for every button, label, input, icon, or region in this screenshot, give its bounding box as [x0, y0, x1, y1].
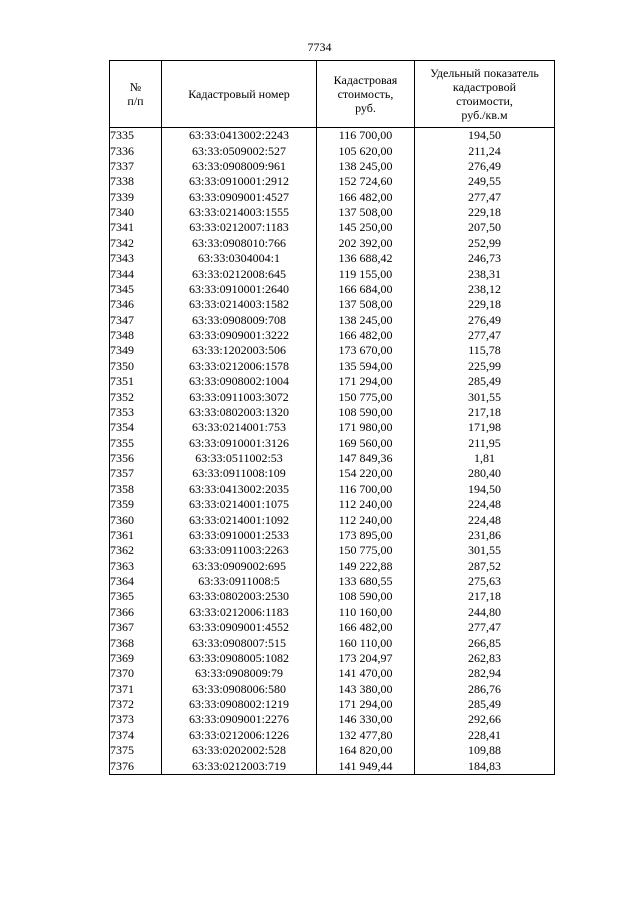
cadastral-cost-cell: 202 392,00 [317, 236, 415, 251]
table-row [110, 682, 555, 697]
unit-value-cell: 225,99 [415, 359, 555, 374]
table-row [110, 374, 555, 389]
row-number-cell: 7373 [110, 712, 162, 727]
cadastral-cost-cell: 133 680,55 [317, 574, 415, 589]
table-row [110, 589, 555, 604]
unit-value-cell: 266,85 [415, 635, 555, 650]
table-row [110, 359, 555, 374]
cadastral-number-cell: 63:33:0212006:1578 [162, 359, 317, 374]
unit-value-cell: 277,47 [415, 328, 555, 343]
cadastral-cost-cell: 116 700,00 [317, 482, 415, 497]
cadastral-cost-cell: 105 620,00 [317, 143, 415, 158]
unit-value-cell: 244,80 [415, 605, 555, 620]
table-row [110, 728, 555, 743]
row-number-cell: 7341 [110, 220, 162, 235]
cadastral-cost-cell: 149 222,88 [317, 559, 415, 574]
table-row [110, 758, 555, 774]
row-number-cell: 7337 [110, 159, 162, 174]
table-row [110, 190, 555, 205]
table-row [110, 343, 555, 358]
table-row [110, 466, 555, 481]
cadastral-cost-cell: 166 482,00 [317, 190, 415, 205]
cadastral-cost-cell: 169 560,00 [317, 436, 415, 451]
unit-value-cell: 171,98 [415, 420, 555, 435]
cadastral-number-cell: 63:33:0909001:3222 [162, 328, 317, 343]
cadastral-cost-cell: 173 670,00 [317, 343, 415, 358]
unit-value-cell: 301,55 [415, 543, 555, 558]
cadastral-number-cell: 63:33:0909001:4527 [162, 190, 317, 205]
unit-value-cell: 238,12 [415, 282, 555, 297]
cadastral-cost-cell: 150 775,00 [317, 389, 415, 404]
table-row [110, 128, 555, 144]
row-number-cell: 7372 [110, 697, 162, 712]
header-num-line: п/п [127, 94, 144, 108]
row-number-cell: 7346 [110, 297, 162, 312]
header-cadastral [162, 61, 317, 128]
table-row [110, 266, 555, 281]
table-row [110, 620, 555, 635]
cadastral-cost-cell: 160 110,00 [317, 635, 415, 650]
unit-value-cell: 211,95 [415, 436, 555, 451]
row-number-cell: 7361 [110, 528, 162, 543]
cadastral-cost-cell: 137 508,00 [317, 297, 415, 312]
cadastral-cost-cell: 110 160,00 [317, 605, 415, 620]
row-number-cell: 7348 [110, 328, 162, 343]
cadastral-cost-cell: 138 245,00 [317, 159, 415, 174]
cadastral-cost-cell: 147 849,36 [317, 451, 415, 466]
unit-value-cell: 194,50 [415, 128, 555, 144]
unit-value-cell: 109,88 [415, 743, 555, 758]
unit-value-cell: 229,18 [415, 297, 555, 312]
row-number-cell: 7362 [110, 543, 162, 558]
cadastral-cost-cell: 137 508,00 [317, 205, 415, 220]
cadastral-cost-cell: 171 294,00 [317, 697, 415, 712]
cadastral-cost-cell: 166 482,00 [317, 328, 415, 343]
row-number-cell: 7339 [110, 190, 162, 205]
row-number-cell: 7352 [110, 389, 162, 404]
row-number-cell: 7363 [110, 559, 162, 574]
cadastral-cost-cell: 141 949,44 [317, 758, 415, 774]
row-number-cell: 7356 [110, 451, 162, 466]
cadastral-number-cell: 63:33:0214003:1555 [162, 205, 317, 220]
cadastral-cost-cell: 112 240,00 [317, 497, 415, 512]
row-number-cell: 7367 [110, 620, 162, 635]
row-number-cell: 7336 [110, 143, 162, 158]
cadastral-number-cell: 63:33:0910001:3126 [162, 436, 317, 451]
table-row [110, 328, 555, 343]
cadastral-number-cell: 63:33:0212008:645 [162, 266, 317, 281]
cadastral-number-cell: 63:33:0304004:1 [162, 251, 317, 266]
header-cadastral-line: Кадастровый номер [188, 87, 290, 101]
cadastral-cost-cell: 116 700,00 [317, 128, 415, 144]
cadastral-number-cell: 63:33:0911008:5 [162, 574, 317, 589]
cadastral-cost-cell: 146 330,00 [317, 712, 415, 727]
table-row [110, 297, 555, 312]
table-row [110, 712, 555, 727]
cadastral-number-cell: 63:33:0509002:527 [162, 143, 317, 158]
cadastral-number-cell: 63:33:0910001:2640 [162, 282, 317, 297]
row-number-cell: 7340 [110, 205, 162, 220]
cadastral-number-cell: 63:33:0212006:1183 [162, 605, 317, 620]
cadastral-number-cell: 63:33:0214001:1092 [162, 512, 317, 527]
unit-value-cell: 286,76 [415, 682, 555, 697]
table-row [110, 482, 555, 497]
cadastral-table [109, 60, 555, 775]
header-cost-line: стоимость, [337, 87, 394, 101]
row-number-cell: 7345 [110, 282, 162, 297]
table-row [110, 174, 555, 189]
header-num-line: № [129, 80, 142, 94]
table-row [110, 559, 555, 574]
cadastral-cost-cell: 154 220,00 [317, 466, 415, 481]
row-number-cell: 7359 [110, 497, 162, 512]
table-row [110, 205, 555, 220]
row-number-cell: 7338 [110, 174, 162, 189]
table-body [110, 128, 555, 775]
cadastral-cost-cell: 141 470,00 [317, 666, 415, 681]
cadastral-cost-cell: 119 155,00 [317, 266, 415, 281]
unit-value-cell: 277,47 [415, 190, 555, 205]
table-row [110, 236, 555, 251]
cadastral-number-cell: 63:33:0910001:2533 [162, 528, 317, 543]
row-number-cell: 7342 [110, 236, 162, 251]
cadastral-cost-cell: 108 590,00 [317, 589, 415, 604]
table-row [110, 451, 555, 466]
table-row [110, 389, 555, 404]
table-row [110, 605, 555, 620]
unit-value-cell: 276,49 [415, 313, 555, 328]
cadastral-number-cell: 63:33:0908007:515 [162, 635, 317, 650]
cadastral-number-cell: 63:33:0908009:79 [162, 666, 317, 681]
unit-value-cell: 228,41 [415, 728, 555, 743]
cadastral-number-cell: 63:33:0908009:961 [162, 159, 317, 174]
unit-value-cell: 207,50 [415, 220, 555, 235]
table-row [110, 436, 555, 451]
row-number-cell: 7375 [110, 743, 162, 758]
cadastral-cost-cell: 173 895,00 [317, 528, 415, 543]
table-row [110, 697, 555, 712]
cadastral-number-cell: 63:33:0908009:708 [162, 313, 317, 328]
unit-value-cell: 285,49 [415, 697, 555, 712]
row-number-cell: 7344 [110, 266, 162, 281]
cadastral-number-cell: 63:33:0212007:1183 [162, 220, 317, 235]
unit-value-cell: 231,86 [415, 528, 555, 543]
cadastral-number-cell: 63:33:0908002:1219 [162, 697, 317, 712]
row-number-cell: 7354 [110, 420, 162, 435]
unit-value-cell: 275,63 [415, 574, 555, 589]
row-number-cell: 7374 [110, 728, 162, 743]
unit-value-cell: 184,83 [415, 758, 555, 774]
row-number-cell: 7358 [110, 482, 162, 497]
cadastral-number-cell: 63:33:0909002:695 [162, 559, 317, 574]
table-row [110, 743, 555, 758]
cadastral-number-cell: 63:33:0909001:4552 [162, 620, 317, 635]
cadastral-cost-cell: 108 590,00 [317, 405, 415, 420]
table-row [110, 251, 555, 266]
row-number-cell: 7370 [110, 666, 162, 681]
unit-value-cell: 287,52 [415, 559, 555, 574]
row-number-cell: 7366 [110, 605, 162, 620]
header-unit-line: стоимости, [456, 94, 513, 108]
cadastral-number-cell: 63:33:0212003:719 [162, 758, 317, 774]
cadastral-cost-cell: 112 240,00 [317, 512, 415, 527]
row-number-cell: 7355 [110, 436, 162, 451]
cadastral-number-cell: 63:33:0911003:3072 [162, 389, 317, 404]
cadastral-number-cell: 63:33:0911008:109 [162, 466, 317, 481]
header-num [110, 61, 162, 128]
cadastral-cost-cell: 152 724,60 [317, 174, 415, 189]
row-number-cell: 7368 [110, 635, 162, 650]
header-cost-line: руб. [355, 101, 376, 115]
cadastral-cost-cell: 145 250,00 [317, 220, 415, 235]
cadastral-cost-cell: 166 482,00 [317, 620, 415, 635]
cadastral-cost-cell: 143 380,00 [317, 682, 415, 697]
cadastral-cost-cell: 171 294,00 [317, 374, 415, 389]
header-cost-line: Кадастровая [333, 73, 398, 87]
cadastral-number-cell: 63:33:0214001:1075 [162, 497, 317, 512]
cadastral-number-cell: 63:33:0413002:2035 [162, 482, 317, 497]
table-row [110, 420, 555, 435]
unit-value-cell: 238,31 [415, 266, 555, 281]
row-number-cell: 7353 [110, 405, 162, 420]
unit-value-cell: 1,81 [415, 451, 555, 466]
page-number: 7734 [307, 40, 332, 54]
unit-value-cell: 277,47 [415, 620, 555, 635]
table-row [110, 651, 555, 666]
table-row [110, 528, 555, 543]
unit-value-cell: 246,73 [415, 251, 555, 266]
unit-value-cell: 224,48 [415, 497, 555, 512]
cadastral-number-cell: 63:33:0908005:1082 [162, 651, 317, 666]
cadastral-cost-cell: 171 980,00 [317, 420, 415, 435]
unit-value-cell: 292,66 [415, 712, 555, 727]
row-number-cell: 7343 [110, 251, 162, 266]
row-number-cell: 7347 [110, 313, 162, 328]
header-unit-line: руб./кв.м [461, 108, 508, 122]
row-number-cell: 7357 [110, 466, 162, 481]
cadastral-cost-cell: 164 820,00 [317, 743, 415, 758]
unit-value-cell: 211,24 [415, 143, 555, 158]
cadastral-cost-cell: 136 688,42 [317, 251, 415, 266]
unit-value-cell: 262,83 [415, 651, 555, 666]
cadastral-number-cell: 63:33:0908010:766 [162, 236, 317, 251]
cadastral-number-cell: 63:33:1202003:506 [162, 343, 317, 358]
header-unit-line: Удельный показатель [430, 66, 539, 80]
row-number-cell: 7351 [110, 374, 162, 389]
header-unit [415, 61, 555, 128]
table-row [110, 313, 555, 328]
unit-value-cell: 194,50 [415, 482, 555, 497]
header-unit-line: кадастровой [452, 80, 517, 94]
cadastral-number-cell: 63:33:0911003:2263 [162, 543, 317, 558]
row-number-cell: 7350 [110, 359, 162, 374]
unit-value-cell: 282,94 [415, 666, 555, 681]
unit-value-cell: 252,99 [415, 236, 555, 251]
table-row [110, 143, 555, 158]
row-number-cell: 7369 [110, 651, 162, 666]
unit-value-cell: 249,55 [415, 174, 555, 189]
unit-value-cell: 229,18 [415, 205, 555, 220]
cadastral-number-cell: 63:33:0202002:528 [162, 743, 317, 758]
unit-value-cell: 217,18 [415, 589, 555, 604]
unit-value-cell: 301,55 [415, 389, 555, 404]
unit-value-cell: 276,49 [415, 159, 555, 174]
row-number-cell: 7376 [110, 758, 162, 774]
row-number-cell: 7364 [110, 574, 162, 589]
unit-value-cell: 280,40 [415, 466, 555, 481]
cadastral-number-cell: 63:33:0908002:1004 [162, 374, 317, 389]
table-row [110, 497, 555, 512]
row-number-cell: 7365 [110, 589, 162, 604]
cadastral-cost-cell: 135 594,00 [317, 359, 415, 374]
table-row [110, 220, 555, 235]
table-row [110, 666, 555, 681]
cadastral-cost-cell: 138 245,00 [317, 313, 415, 328]
row-number-cell: 7360 [110, 512, 162, 527]
cadastral-number-cell: 63:33:0214001:753 [162, 420, 317, 435]
cadastral-number-cell: 63:33:0212006:1226 [162, 728, 317, 743]
cadastral-number-cell: 63:33:0413002:2243 [162, 128, 317, 144]
table-row [110, 574, 555, 589]
unit-value-cell: 217,18 [415, 405, 555, 420]
cadastral-number-cell: 63:33:0214003:1582 [162, 297, 317, 312]
row-number-cell: 7349 [110, 343, 162, 358]
table-row [110, 543, 555, 558]
cadastral-cost-cell: 150 775,00 [317, 543, 415, 558]
unit-value-cell: 115,78 [415, 343, 555, 358]
cadastral-number-cell: 63:33:0802003:1320 [162, 405, 317, 420]
table-row [110, 635, 555, 650]
cadastral-number-cell: 63:33:0908006:580 [162, 682, 317, 697]
cadastral-number-cell: 63:33:0802003:2530 [162, 589, 317, 604]
row-number-cell: 7371 [110, 682, 162, 697]
cadastral-number-cell: 63:33:0909001:2276 [162, 712, 317, 727]
cadastral-number-cell: 63:33:0511002:53 [162, 451, 317, 466]
cadastral-number-cell: 63:33:0910001:2912 [162, 174, 317, 189]
unit-value-cell: 224,48 [415, 512, 555, 527]
header-cost [317, 61, 415, 128]
row-number-cell: 7335 [110, 128, 162, 144]
table-row [110, 159, 555, 174]
cadastral-cost-cell: 173 204,97 [317, 651, 415, 666]
table-row [110, 282, 555, 297]
cadastral-cost-cell: 132 477,80 [317, 728, 415, 743]
table-row [110, 512, 555, 527]
unit-value-cell: 285,49 [415, 374, 555, 389]
table-row [110, 405, 555, 420]
table-header-row [110, 61, 555, 128]
cadastral-cost-cell: 166 684,00 [317, 282, 415, 297]
